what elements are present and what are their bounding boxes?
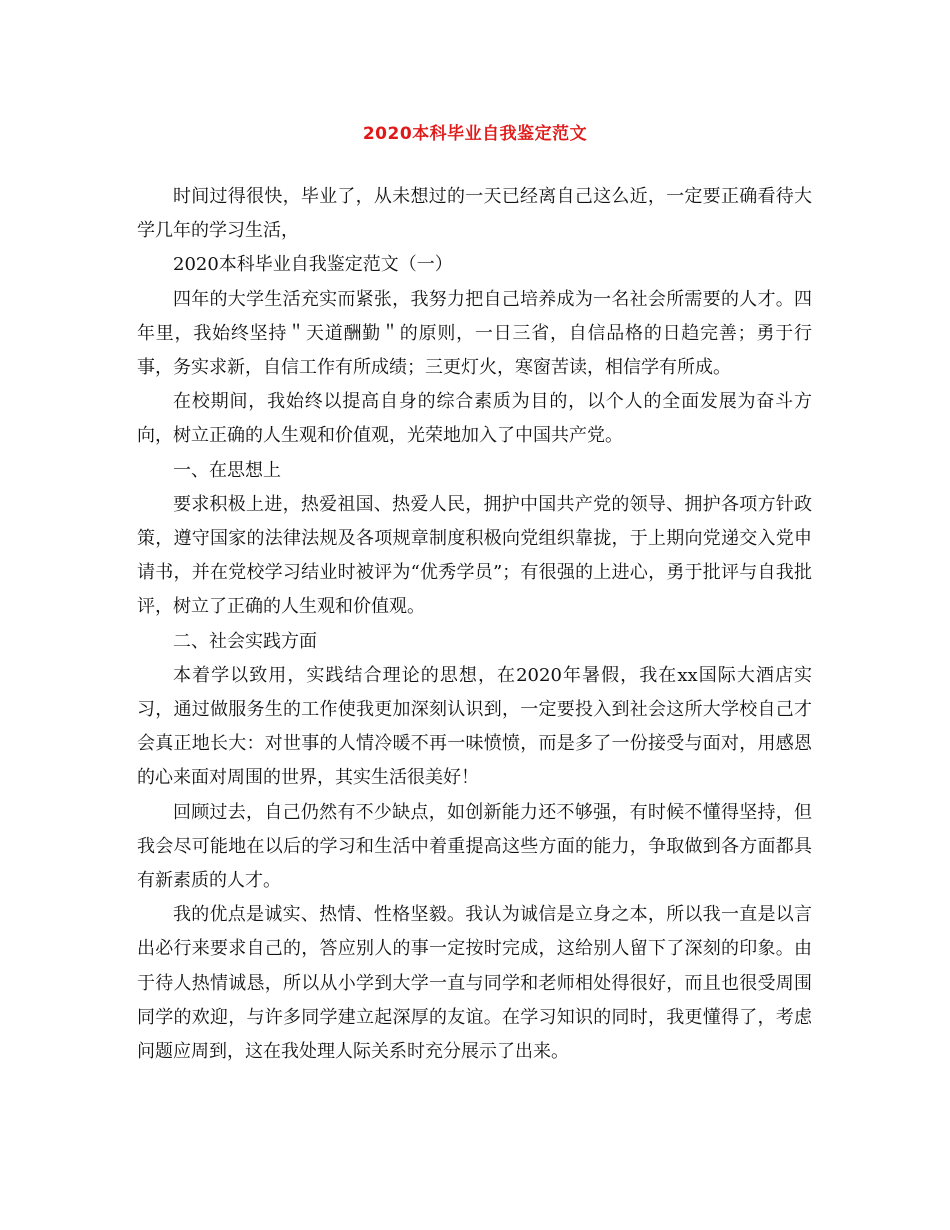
paragraph-school-period: 在校期间，我始终以提高自身的综合素质为目的，以个人的全面发展为奋斗方向，树立正确的人生观和价值观，光荣地加入了中国共产党。: [137, 391, 812, 447]
paragraph-college-life: 四年的大学生活充实而紧张，我努力把自己培养成为一名社会所需要的人才。四年里，我始终坚持＂天道酬勤＂的原则，一日三省，自信品格的日趋完善；勇于行事，务实求新，自信工作有所成绩；三更灯火，寒窗苦读，相信学有所成。: [137, 288, 812, 379]
document-body: [137, 180, 812, 1069]
paragraph-sample-heading: 2020本科毕业自我鉴定范文（一）: [173, 254, 453, 276]
paragraph-strengths: 我的优点是诚实、热情、性格坚毅。我认为诚信是立身之本，所以我一直是以言出必行来要求自己的，答应别人的事一定按时完成，这给别人留下了深刻的印象。由于待人热情诚恳，所以从小学到大学一直与同学和老师相处得很好，而且也很受周围同学的欢迎，与许多同学建立起深厚的友谊。在学习知识的同时，我更懂得了，考虑问题应周到，这在我处理人际关系时充分展示了出来。: [137, 904, 812, 1063]
section-heading-ideology: 一、在思想上: [173, 459, 281, 481]
document-title: 2020本科毕业自我鉴定范文: [362, 124, 588, 144]
paragraph-intro: 时间过得很快，毕业了，从未想过的一天已经离自己这么近，一定要正确看待大学几年的学习生活，: [137, 186, 812, 242]
paragraph-ideology: 要求积极上进，热爱祖国、热爱人民，拥护中国共产党的领导、拥护各项方针政策，遵守国家的法律法规及各项规章制度积极向党组织靠拢，于上期向党递交入党申请书，并在党校学习结业时被评为“优秀学员”；有很强的上进心，勇于批评与自我批评，树立了正确的人生观和价值观。: [137, 493, 812, 618]
paragraph-review: 回顾过去，自己仍然有不少缺点，如创新能力还不够强，有时候不懂得坚持，但我会尽可能地在以后的学习和生活中着重提高这些方面的能力，争取做到各方面都具有新素质的人才。: [137, 801, 812, 892]
section-heading-social-practice: 二、社会实践方面: [173, 630, 317, 652]
paragraph-social-practice: 本着学以致用，实践结合理论的思想，在2020年暑假，我在xx国际大酒店实习，通过做服务生的工作使我更加深刻认识到，一定要投入到社会这所大学校自己才会真正地长大：对世事的人情冷暖不再一味愤愤，而是多了一份接受与面对，用感恩的心来面对周围的世界，其实生活很美好！: [137, 664, 812, 789]
